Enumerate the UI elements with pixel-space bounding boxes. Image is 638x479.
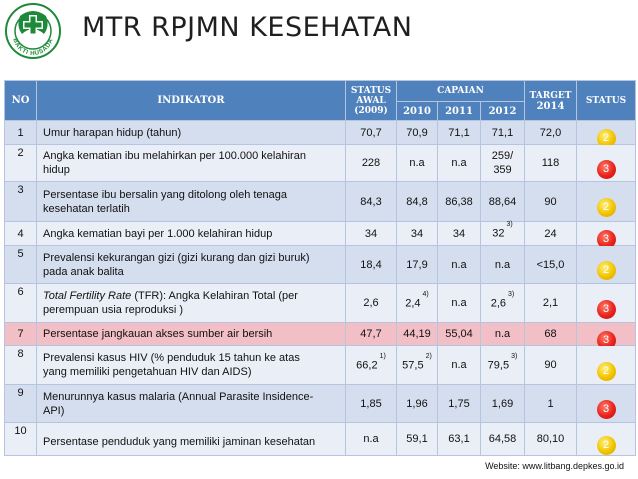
indicator-text: Prevalensi kasus HIV (% penduduk 15 tahun ke atas yang memiliki pengetahuan HIV dan AIDS) (37, 346, 346, 385)
value-2011: 86,38 (438, 182, 481, 222)
header-status-awal: STATUS AWAL (2009) (346, 81, 397, 121)
status-badge: 3 (597, 400, 616, 419)
value-2010: 34 (397, 222, 438, 246)
row-number: 7 (5, 323, 37, 346)
value-2012: 71,1 (481, 121, 525, 145)
indicator-text: Persentase ibu bersalin yang ditolong oleh tenaga kesehatan terlatih (37, 182, 346, 222)
status-cell (577, 385, 636, 423)
status-cell (577, 423, 636, 456)
value-2012: 2,6$^{3)}$ (481, 284, 525, 323)
page-title: MTR RPJMN KESEHATAN (82, 12, 413, 43)
value-2012: 88,64 (481, 182, 525, 222)
target-value: <15,0 (525, 246, 577, 284)
value-2012: 32$^{3)}$ (481, 222, 525, 246)
target-value: 24 (525, 222, 577, 246)
status-cell (577, 182, 636, 222)
row-number: 3 (5, 182, 37, 222)
header-no: NO (5, 81, 37, 121)
table-row (5, 145, 636, 182)
header-target: TARGET 2014 (525, 81, 577, 121)
table-row (5, 182, 636, 222)
status-cell (577, 246, 636, 284)
row-number: 5 (5, 246, 37, 284)
target-value: 2,1 (525, 284, 577, 323)
status-cell (577, 145, 636, 182)
status-badge: 2 (597, 198, 616, 217)
target-value: 1 (525, 385, 577, 423)
row-number: 8 (5, 346, 37, 385)
row-number: 4 (5, 222, 37, 246)
row-number: 6 (5, 284, 37, 323)
footnote-marker: 4) (422, 290, 429, 298)
status-badge: 3 (597, 331, 616, 350)
header-indikator: INDIKATOR (37, 81, 346, 121)
target-value: 72,0 (525, 121, 577, 145)
value-2012: 79,5$^{3)}$ (481, 346, 525, 385)
status-badge: 2 (597, 362, 616, 381)
footnote-marker: 1) (379, 352, 386, 360)
indicator-text: Persentase jangkauan akses sumber air bersih (37, 323, 346, 346)
status-cell (577, 121, 636, 145)
value-2011: 71,1 (438, 121, 481, 145)
header-status: STATUS (577, 81, 636, 121)
footnote-marker: 3) (508, 290, 515, 298)
row-number: 9 (5, 385, 37, 423)
status-badge: 2 (597, 261, 616, 280)
value-2011: 1,75 (438, 385, 481, 423)
status-awal-value: 228 (346, 145, 397, 182)
status-awal-value: 47,7 (346, 323, 397, 346)
status-badge: 3 (597, 300, 616, 319)
table-row (5, 385, 636, 423)
indicator-table (4, 80, 636, 456)
footnote-marker: 3) (511, 352, 518, 360)
value-2011: n.a (438, 246, 481, 284)
indicator-text: Angka kematian ibu melahirkan per 100.000 kelahiran hidup (37, 145, 346, 182)
row-number: 10 (5, 423, 37, 456)
target-value: 118 (525, 145, 577, 182)
logo-ring-text: BAKTI HUSADA (11, 37, 55, 58)
indicator-text: Umur harapan hidup (tahun) (37, 121, 346, 145)
table-row (5, 284, 636, 323)
target-value: 68 (525, 323, 577, 346)
value-2012: 1,69 (481, 385, 525, 423)
table-row (5, 346, 636, 385)
status-badge: 3 (597, 160, 616, 179)
status-awal-value: 66,2$^{1)}$ (346, 346, 397, 385)
status-badge: 3 (597, 230, 616, 249)
status-awal-value: 2,6 (346, 284, 397, 323)
indicator-text: Persentase penduduk yang memiliki jaminan kesehatan (37, 423, 346, 456)
indicator-text: Prevalensi kekurangan gizi (gizi kurang dan gizi buruk) pada anak balita (37, 246, 346, 284)
status-cell (577, 284, 636, 323)
table-row (5, 423, 636, 456)
value-2012: 64,58 (481, 423, 525, 456)
value-2011: 34 (438, 222, 481, 246)
value-2012: n.a (481, 246, 525, 284)
value-2011: n.a (438, 284, 481, 323)
value-2010: 70,9 (397, 121, 438, 145)
value-2010: 57,5$^{2)}$ (397, 346, 438, 385)
row-number: 2 (5, 145, 37, 182)
value-2010: n.a (397, 145, 438, 182)
header-year-2010: 2010 (397, 102, 438, 121)
target-value: 90 (525, 182, 577, 222)
table-row (5, 246, 636, 284)
row-number: 1 (5, 121, 37, 145)
status-cell (577, 346, 636, 385)
value-2011: 63,1 (438, 423, 481, 456)
footnote-marker: 2) (425, 352, 432, 360)
status-awal-value: 34 (346, 222, 397, 246)
status-cell (577, 323, 636, 346)
header-year-2012: 2012 (481, 102, 525, 121)
indicator-text: Total Fertility Rate (TFR): Angka Kelahiran Total (per perempuan usia reproduksi ) (37, 284, 346, 323)
value-2011: n.a (438, 346, 481, 385)
header-capaian: CAPAIAN (397, 81, 525, 102)
status-awal-value: 84,3 (346, 182, 397, 222)
value-2010: 17,9 (397, 246, 438, 284)
indicator-text: Menurunnya kasus malaria (Annual Parasite Insidence- API) (37, 385, 346, 423)
table-row (5, 222, 636, 246)
value-2012: n.a (481, 323, 525, 346)
value-2010: 44,19 (397, 323, 438, 346)
header-year-2011: 2011 (438, 102, 481, 121)
value-2010: 84,8 (397, 182, 438, 222)
website-footer: Website: www.litbang.depkes.go.id (485, 461, 624, 471)
value-2011: 55,04 (438, 323, 481, 346)
value-2010: 2,4$^{4)}$ (397, 284, 438, 323)
value-2010: 59,1 (397, 423, 438, 456)
status-badge: 2 (597, 129, 616, 148)
value-2010: 1,96 (397, 385, 438, 423)
table-row (5, 121, 636, 145)
bakti-husada-logo (4, 2, 62, 60)
value-2011: n.a (438, 145, 481, 182)
status-awal-value: n.a (346, 423, 397, 456)
value-2012: 259/ 359 (481, 145, 525, 182)
target-value: 80,10 (525, 423, 577, 456)
status-awal-value: 1,85 (346, 385, 397, 423)
indicator-text: Angka kematian bayi per 1.000 kelahiran hidup (37, 222, 346, 246)
status-cell (577, 222, 636, 246)
status-badge: 2 (597, 436, 616, 455)
footnote-marker: 3) (506, 221, 513, 229)
status-awal-value: 18,4 (346, 246, 397, 284)
table-row (5, 323, 636, 346)
status-awal-value: 70,7 (346, 121, 397, 145)
target-value: 90 (525, 346, 577, 385)
